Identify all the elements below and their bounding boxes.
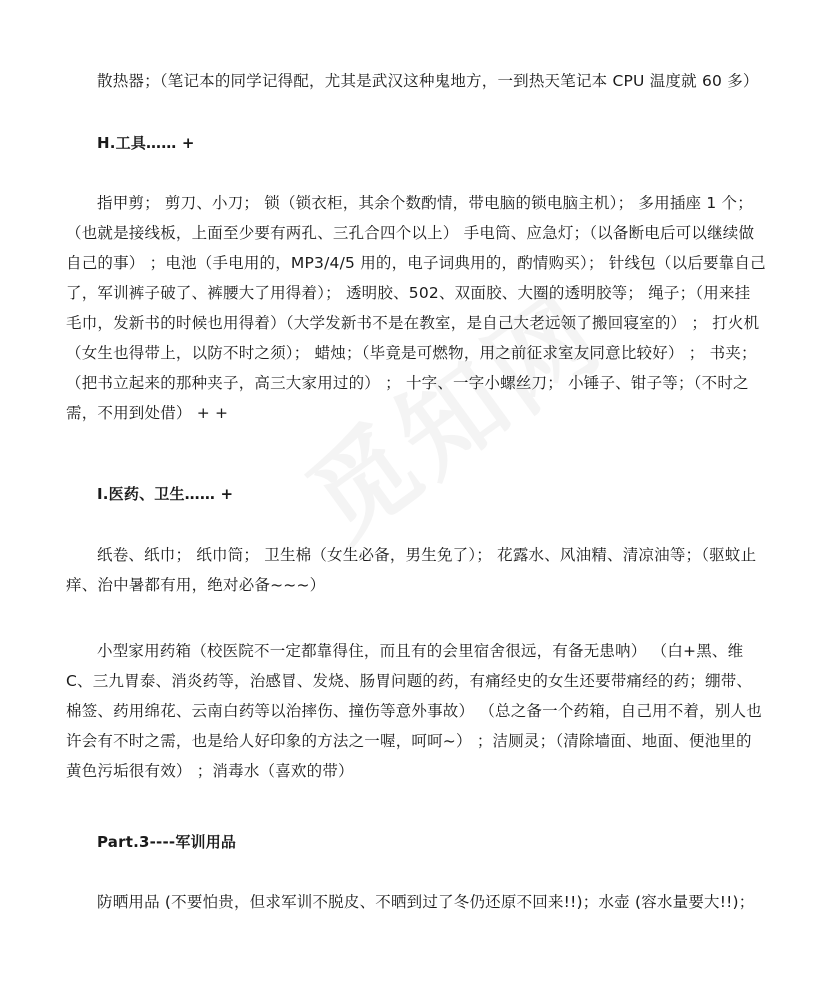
paragraph-cooler: 散热器；（笔记本的同学记得配，尤其是武汉这种鬼地方，一到热天笔记本 CPU 温度就 60 多） [97, 72, 759, 90]
heading-medicine: I.医药、卫生…… + [97, 485, 234, 503]
paragraph-tools: 指甲剪； 剪刀、小刀； 锁（锁衣柜，其余个数酌情，带电脑的锁电脑主机）； 多用插座 1 个；（也就是接线板，上面至少要有两孔、三孔合四个以上） 手电筒、应急灯；（以备断电后可以继续做自己的事） ；电池（手电用的，MP3/4/5 用的，电子词典用的，酌情购买）； 针线包（以后要靠自己了，军训裤子破了、裤腰大了用得着）； 透明胶、502、双面胶、大圈的透明胶等； 绳子；（用来挂毛巾，发新书的时候也用得着）（大学发新书不是在教室，是自己大老远领了搬回寝室的） ； 打火机（女生也得带上，以防不时之须）； 蜡烛；（毕竟是可燃物，用之前征求室友同意比较好） ； 书夹；（把书立起来的那种夹子，高三大家用过的） ； 十字、一字小螺丝刀； 小锤子、钳子等；（不时之需，不用到处借） + + [66, 194, 766, 422]
paragraph-military: 防晒用品 (不要怕贵，但求军训不脱皮、不晒到过了冬仍还原不回来!!)；水壶 (容水量要大!!)； [97, 893, 755, 911]
paragraph-medkit: 小型家用药箱（校医院不一定都靠得住，而且有的会里宿舍很远，有备无患呐） （白+黑、维 C、三九胃泰、消炎药等，治感冒、发烧、肠胃问题的药，有痛经史的女生还要带痛经的药；绷带、棉签、药用绵花、云南白药等以治摔伤、撞伤等意外事故） （总之备一个药箱，自己用不着，别人也许会有不时之需，也是给人好印象的方法之一喔，呵呵~） ；洁厕灵；（清除墙面、地面、便池里的黄色污垢很有效） ；消毒水（喜欢的带） [66, 642, 762, 780]
paragraph-hygiene: 纸卷、纸巾； 纸巾筒； 卫生棉（女生必备，男生免了）； 花露水、风油精、清凉油等；（驱蚊止痒、治中暑都有用，绝对必备~~~） [66, 546, 757, 594]
heading-tools: H.工具…… + [97, 134, 195, 152]
heading-part3: Part.3----军训用品 [97, 833, 237, 851]
